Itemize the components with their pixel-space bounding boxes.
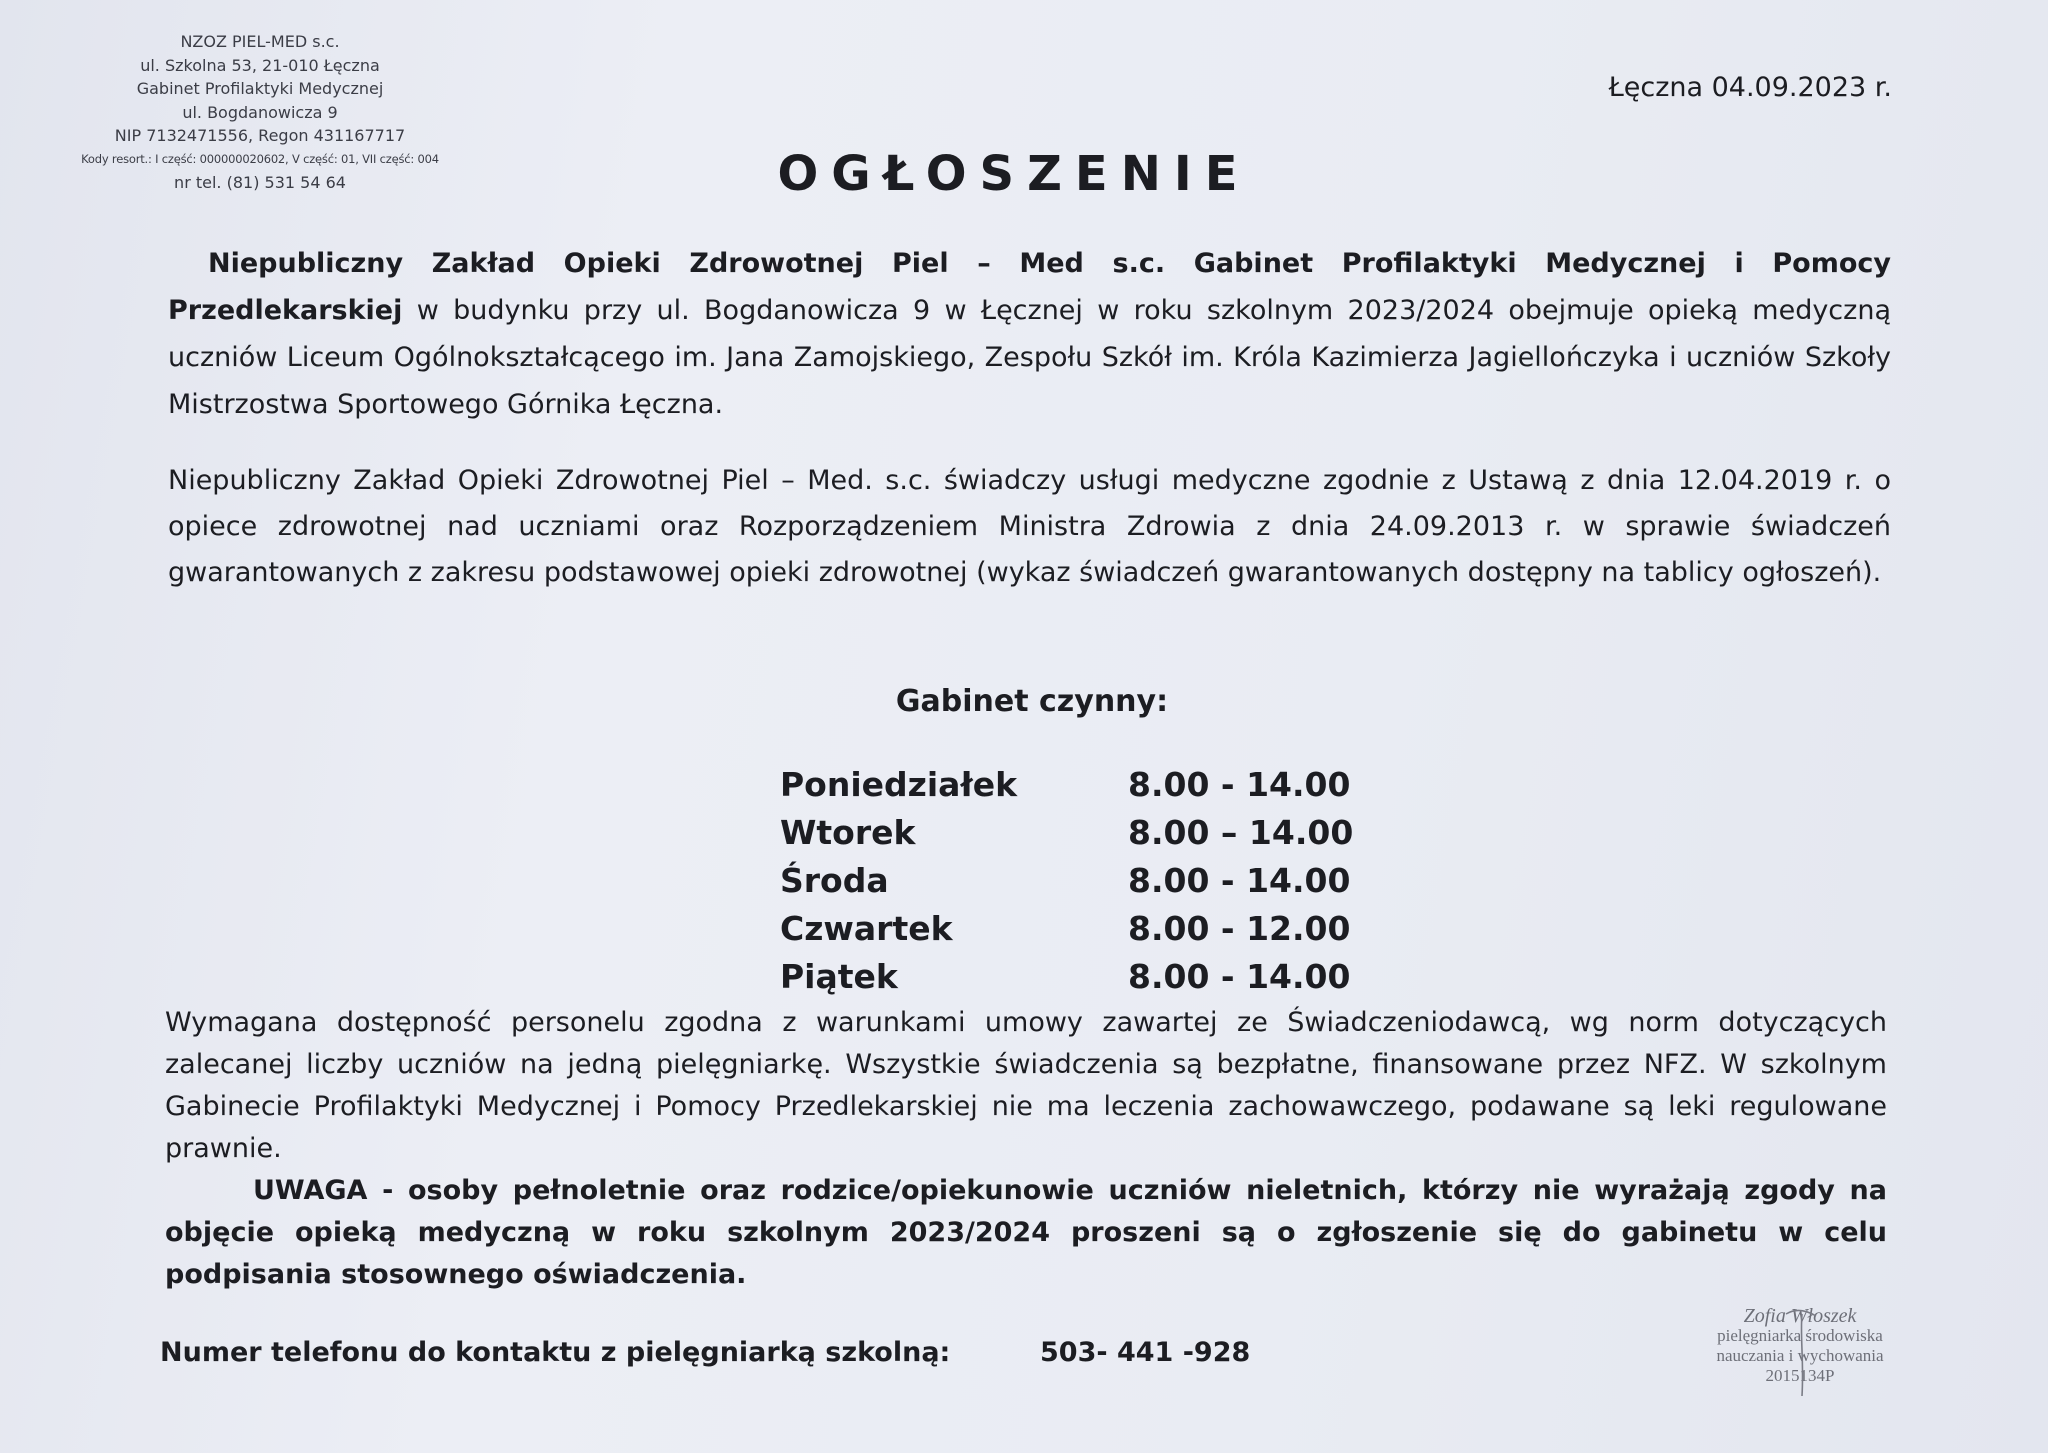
signature-line: nauczania i wychowania (1716, 1346, 1884, 1365)
hours-heading (0, 684, 2048, 719)
stamp-line: NIP 7132471556, Regon 431167717 (114, 126, 406, 145)
opening-hours-table (780, 761, 1353, 1001)
hours-heading-text: Gabinet czynny: (895, 684, 1169, 719)
document-title (0, 146, 2048, 202)
hours-row (780, 809, 1353, 857)
hours-day: Piątek (780, 957, 898, 996)
stamp-line: Gabinet Profilaktyki Medycznej (136, 79, 384, 98)
hours-day: Czwartek (780, 909, 953, 948)
hours-row (780, 953, 1353, 1001)
stamp-line: NZOZ PIEL-MED s.c. (180, 32, 340, 51)
paragraph-staffing: Wymagana dostępność personelu zgodna z warunkami umowy zawartej ze Świadczeniodawcą, wg norm dotyczących zalecanej liczby uczniów na jedną pielęgniarkę. Wszystkie świadczenia są bezpłatne, finansowane przez NFZ. W szkolnym Gabinecie Profilaktyki Medycznej i Pomocy Przedlekarskiej nie ma leczenia zachowawczego, podawane są leki regulowane prawnie. (165, 1007, 1887, 1164)
hours-time: 8.00 - 14.00 (1128, 765, 1351, 804)
hours-row (780, 857, 1353, 905)
notice-text: UWAGA - osoby pełnoletnie oraz rodzice/opiekunowie uczniów nieletnich, którzy nie wyrażają zgody na objęcie opieką medyczną w roku szkolnym 2023/2024 proszeni są o zgłoszenie się do gabinetu w celu podpisania stosownego oświadczenia. (165, 1175, 1887, 1290)
contact-line (160, 1337, 1251, 1368)
contact-label: Numer telefonu do kontaktu z pielęgniarką szkolną: (160, 1337, 951, 1368)
stamp-line: Kody resort.: I część: 000000020602, V część: 01, VII część: 004 (81, 151, 439, 166)
hours-time: 8.00 - 14.00 (1128, 957, 1351, 996)
paragraph-legal-basis: Niepubliczny Zakład Opieki Zdrowotnej Piel – Med. s.c. świadczy usługi medyczne zgodnie z Ustawą z dnia 12.04.2019 r. o opiece zdrowotnej nad uczniami oraz Rozporządzeniem Ministra Zdrowia z dnia 24.09.2013 r. w sprawie świadczeń gwarantowanych z zakresu podstawowej opieki zdrowotnej (wykaz świadczeń gwarantowanych dostępny na tablicy ogłoszeń). (168, 465, 1891, 588)
title-text: OGŁOSZENIE (777, 146, 1251, 202)
hours-row (780, 761, 1353, 809)
stamp-line: nr tel. (81) 531 54 64 (174, 173, 346, 192)
hours-row (780, 905, 1353, 953)
signature-mark (1782, 1306, 1822, 1406)
contact-phone-number: 503- 441 -928 (1040, 1337, 1251, 1368)
paragraph-coverage-rest: w budynku przy ul. Bogdanowicza 9 w Łęcznej w roku szkolnym 2023/2024 obejmuje opieką medyczną uczniów Liceum Ogólnokształcącego im. Jana Zamojskiego, Zespołu Szkół im. Króla Kazimierza Jagiellończyka i uczniów Szkoły Mistrzostwa Sportowego Górnika Łęczna. (168, 295, 1891, 420)
paragraph-coverage-bold: Niepubliczny Zakład Opieki Zdrowotnej Piel – Med s.c. Gabinet Profilaktyki Medycznej i Pomocy Przedlekarskiej (168, 248, 1891, 326)
signature-line: pielęgniarka środowiska (1717, 1326, 1883, 1345)
hours-day: Wtorek (780, 813, 916, 852)
paragraph-notice (165, 1170, 1887, 1296)
stamp-line: ul. Bogdanowicza 9 (182, 102, 338, 122)
hours-time: 8.00 - 12.00 (1128, 909, 1351, 948)
nurse-signature-stamp (1700, 1306, 1900, 1386)
hours-day: Poniedziałek (780, 765, 1018, 804)
hours-time: 8.00 – 14.00 (1128, 813, 1354, 852)
paragraph-coverage (168, 240, 1891, 428)
stamp-line: ul. Szkolna 53, 21-010 Łęczna (140, 55, 380, 75)
signature-name: Zofia Włoszek (1743, 1305, 1857, 1327)
hours-day: Środa (780, 861, 889, 900)
signature-line: 2015134P (1765, 1366, 1835, 1385)
document-date: Łęczna 04.09.2023 r. (1608, 72, 1892, 103)
hours-time: 8.00 - 14.00 (1128, 861, 1351, 900)
